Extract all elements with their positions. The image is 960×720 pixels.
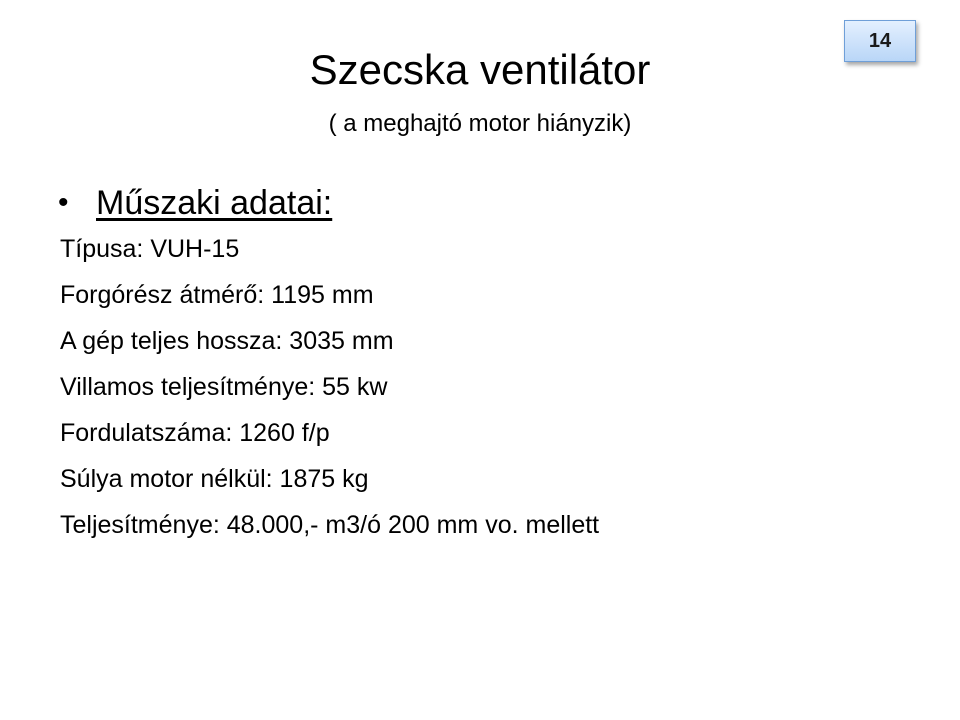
spec-rotor-diameter: Forgórész átmérő: 1195 mm (60, 281, 374, 309)
spec-rotation-speed: Fordulatszáma: 1260 f/p (60, 419, 330, 447)
bullet-dot-icon: • (58, 186, 69, 219)
slide-subtitle: ( a meghajtó motor hiányzik) (328, 110, 632, 137)
specs-heading: Műszaki adatai: (96, 183, 333, 222)
spec-list (60, 234, 920, 556)
spec-type: Típusa: VUH-15 (60, 235, 240, 263)
spec-weight: Súlya motor nélkül: 1875 kg (60, 465, 369, 493)
spec-total-length: A gép teljes hossza: 3035 mm (60, 327, 394, 355)
page-number: 14 (868, 29, 892, 52)
spec-capacity: Teljesítménye: 48.000,- m3/ó 200 mm vo. mellett (60, 511, 600, 539)
spec-electric-power: Villamos teljesítménye: 55 kw (60, 373, 388, 401)
slide-title: Szecska ventilátor (309, 46, 651, 93)
bullet-item (58, 180, 332, 226)
